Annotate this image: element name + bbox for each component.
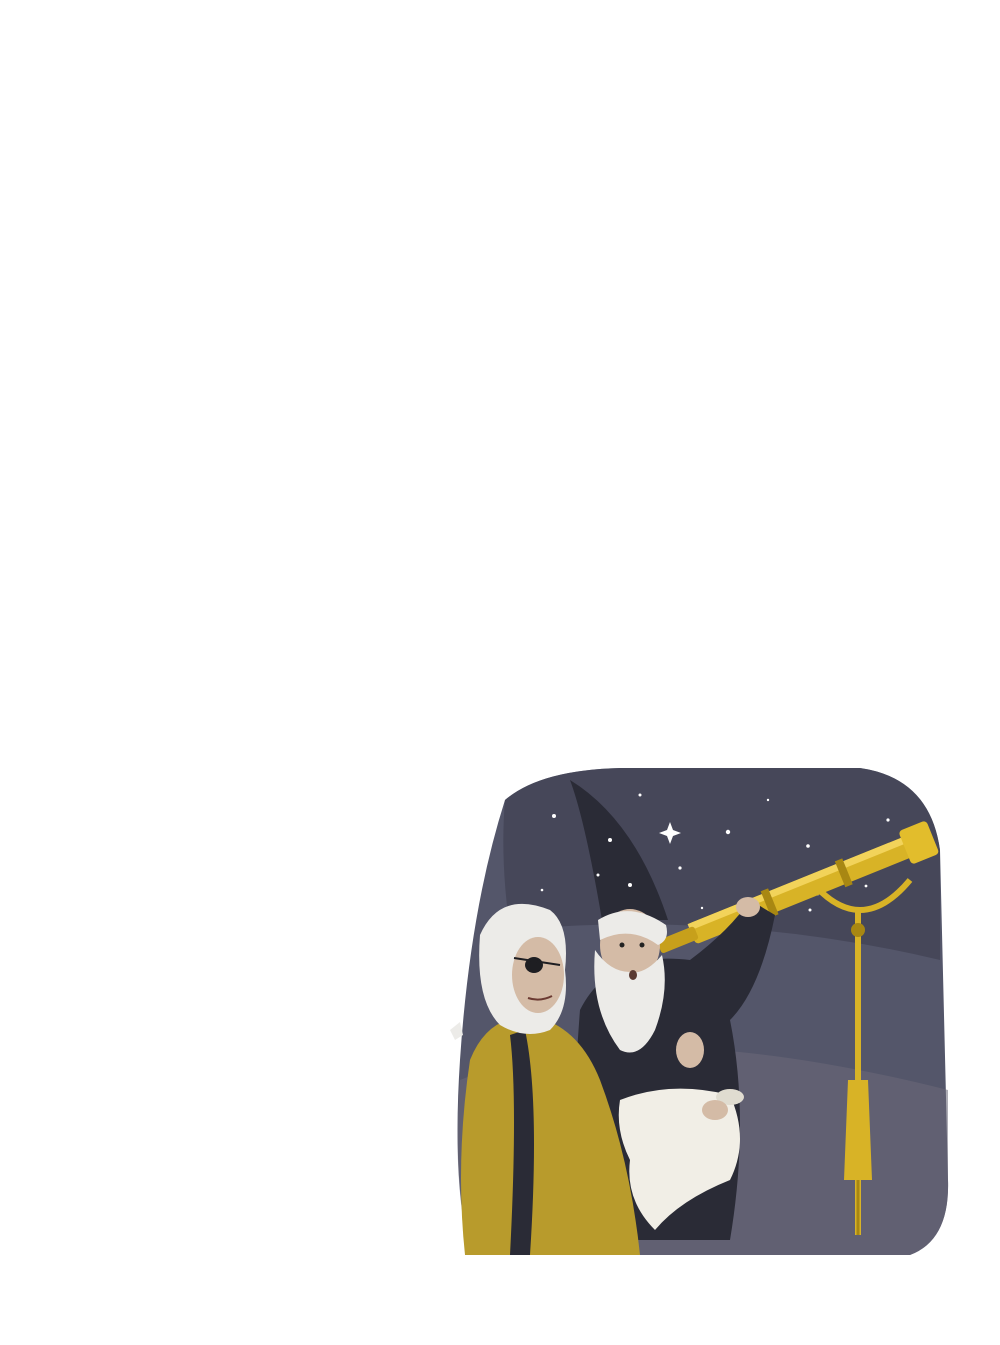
wizard-astronomer-illustration bbox=[430, 760, 970, 1260]
